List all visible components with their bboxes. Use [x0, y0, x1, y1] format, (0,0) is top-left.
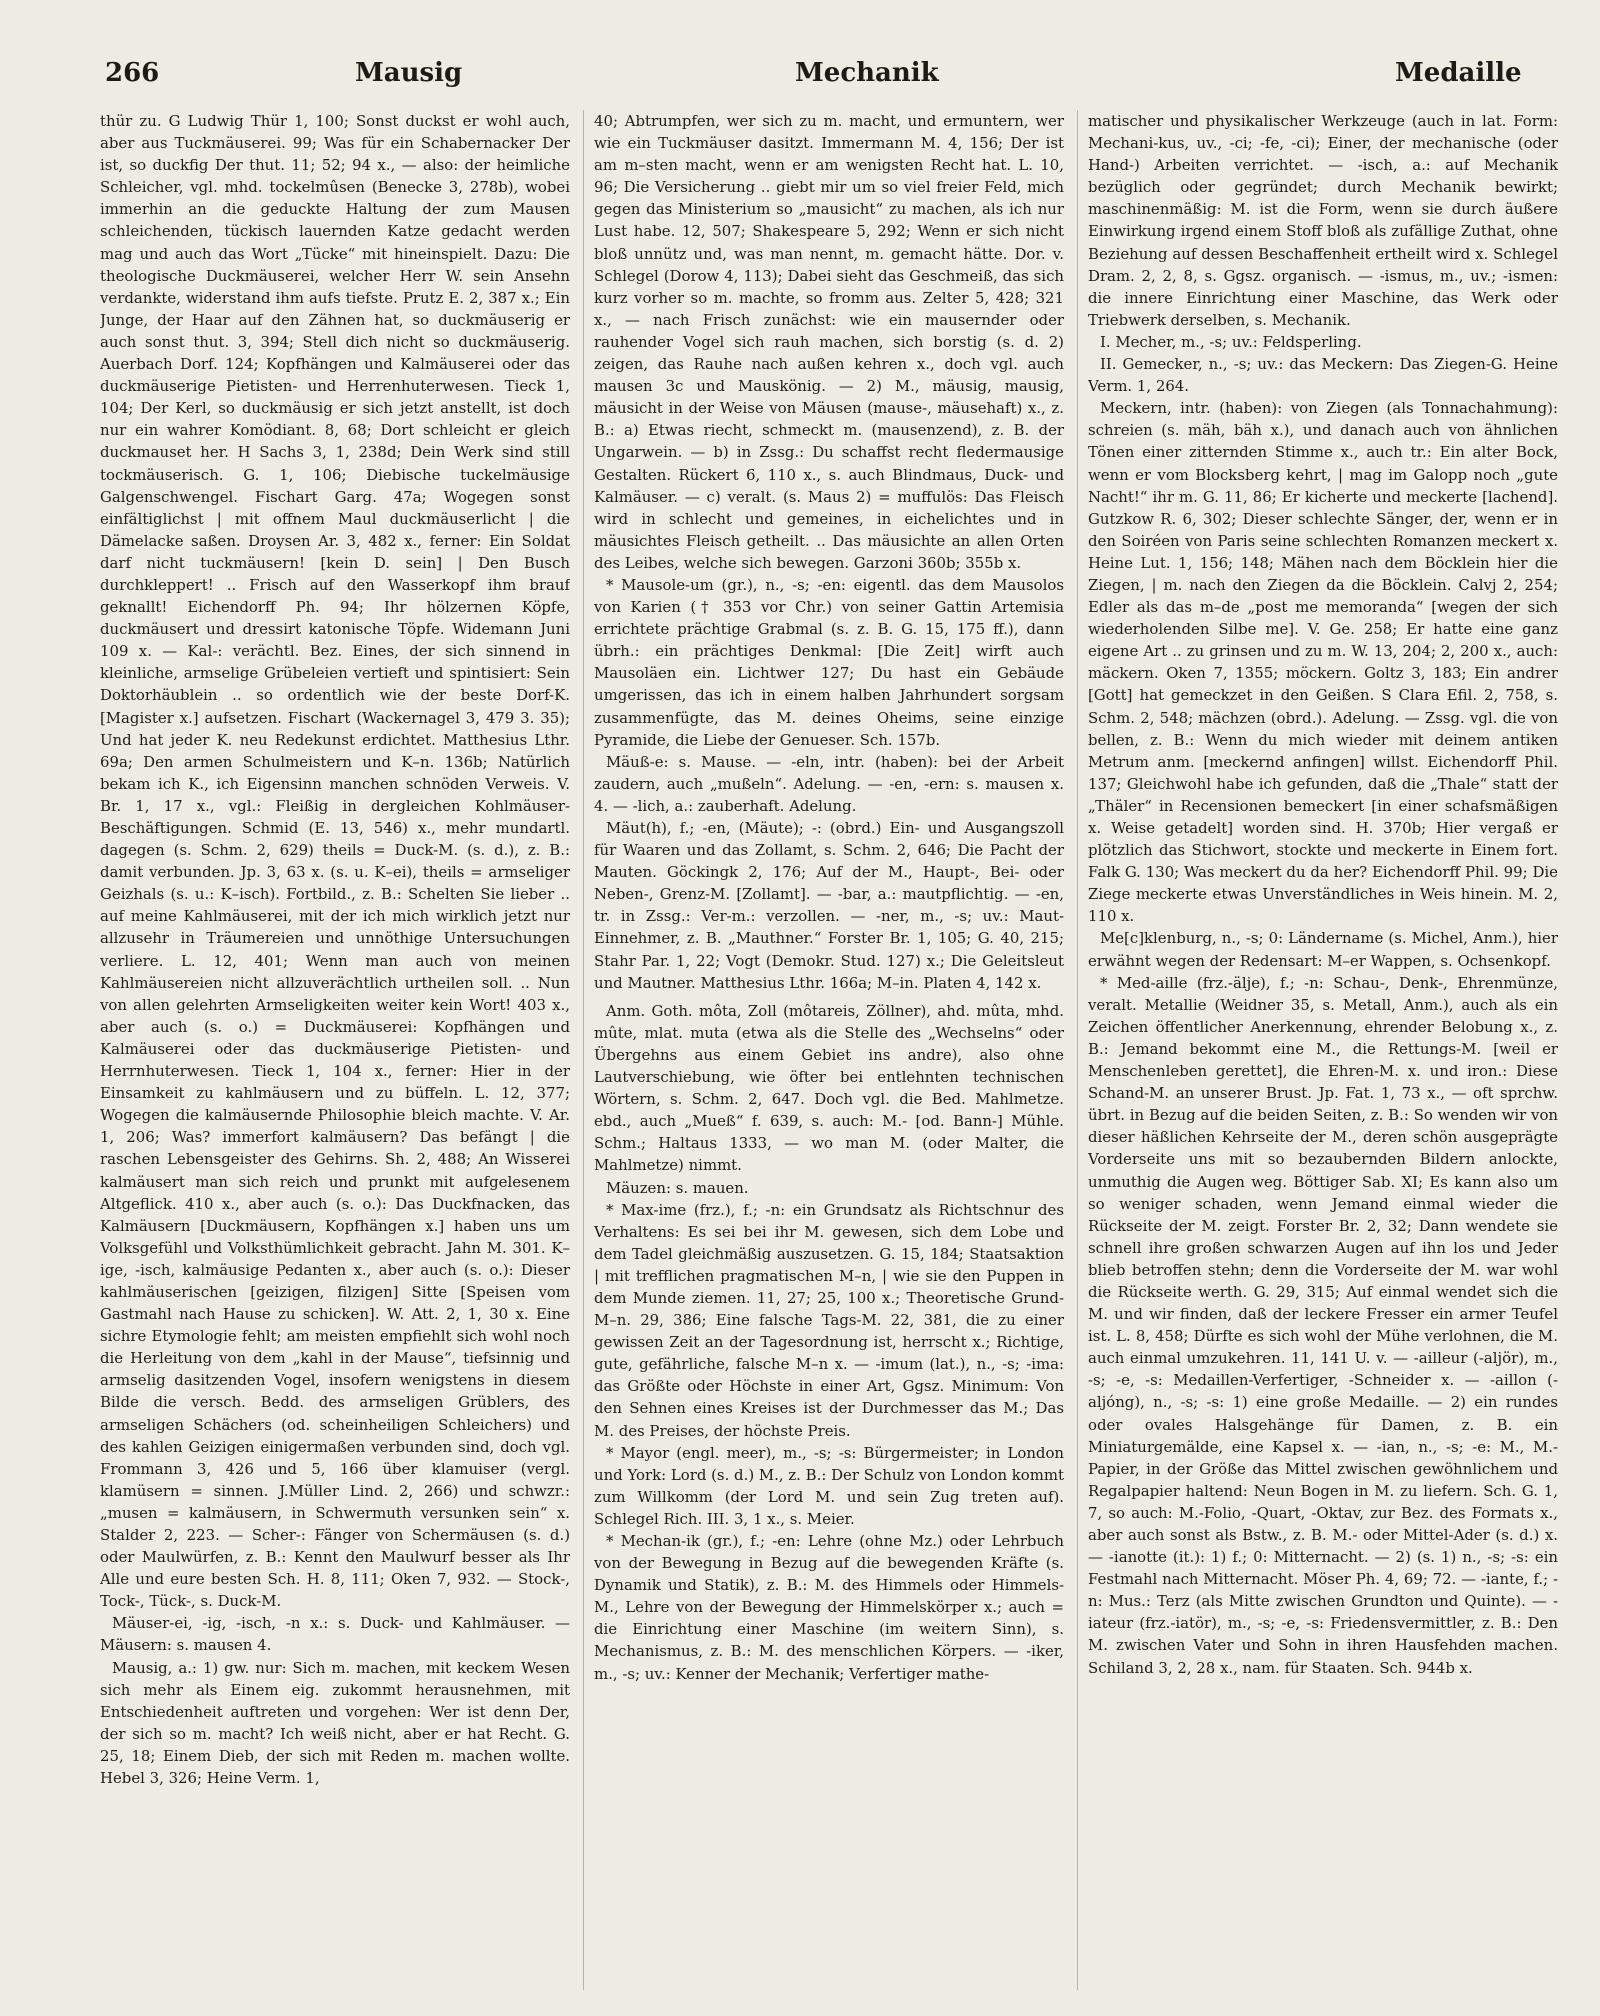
entry-mausig: Mausig, a.: 1) gw. nur: Sich m. machen, mit keckem Wesen sich mehr als Einem eig. zukommt herausnehmen, mit Entschiedenheit auftreten und vorgehen: Wer ist denn Der, der sich so m. macht? Ich weiß nicht, aber er hat Recht. G. 25, 18; Einem Dieb, der sich mit Reden m. machen wollte. Hebel 3, 326; Heine Verm. 1,	[100, 1658, 570, 1788]
entry-mecher: I. Mecher, m., -s; uv.: Feldsperling.	[1100, 332, 1362, 351]
header-center-catchword: Mechanik	[795, 58, 939, 88]
entry-annotation: Anm. Goth. môta, Zoll (môtareis, Zöllner), ahd. mûta, mhd. mûte, mlat. muta (etwa als die Stelle des „Wechselns“ oder Übergehns aus einem Gebiet ins andre), also ohne Lautverschiebung, wie öfter bei entlehnten technischen Wörtern, s. Schm. 2, 647. Doch vgl. die Bed. Mahlmetze. ebd., auch „Mueß“ f. 639, s. auch: M.- [od. Bann-] Mühle. Schm.; Haltaus 1333, — wo man M. (oder Malter, die Mahlmetze) nimmt.	[594, 1001, 1064, 1175]
entry-mausoleum: * Mausole-um (gr.), n., -s; -en: eigentl. das dem Mausolos von Karien († 353 vor Chr.) von seiner Gattin Artemisia errichtete prächtige Grabmal (s. z. B. G. 15, 175 ff.), dann übrh.: ein prächtiges Denkmal: [Die Zeit] wirft auch Mausoläen ein. Lichtwer 127; Du hast ein Gebäude umgerissen, das ich in einem halben Jahrhundert sorgsam zusammenfügte, das M. deines Oheims, seine einzige Pyramide, die Liebe der Genueser. Sch. 157b.	[594, 575, 1064, 749]
running-header	[105, 58, 1555, 94]
entry-mauth: Mäut(h), f.; -en, (Mäute); -: (obrd.) Ein- und Ausgangszoll für Waaren und das Zollamt, s. Schm. 2, 646; Die Pacht der Mauten. Göckingk 2, 176; Auf der M., Haupt-, Bei- oder Neben-, Grenz-M. [Zollamt]. — -bar, a.: mautpflichtig. — -en, tr. in Zssg.: Ver-m.: verzollen. — -ner, m., -s; uv.: Maut-Einnehmer, z. B. „Mauthner.“ Forster Br. 1, 105; G. 40, 215; Stahr Par. 1, 22; Vogt (Demokr. Stud. 127) x.; Die Geleitsleut und Mautner. Matthesius Lthr. 166a; M–in. Platen 4, 142 x.	[594, 819, 1064, 992]
entry-mechanik: * Mechan-ik (gr.), f.; -en: Lehre (ohne Mz.) oder Lehrbuch von der Bewegung in Bezug auf die bewegenden Kräfte (s. Dynamik und Statik), z. B.: M. des Himmels oder Himmels-M., Lehre von der Bewegung der Himmelskörper x.; auch = die Einrichtung einer Maschine (im weitern Sinn), s. Mechanismus, z. B.: M. des menschlichen Körpers. — -iker, m., -s; uv.: Kenner der Mechanik; Verfertiger mathe-	[594, 1532, 1064, 1683]
header-right-catchword: Medaille	[1395, 58, 1522, 88]
entry-maxime: * Max-ime (frz.), f.; -n: ein Grundsatz als Richtschnur des Verhaltens: Es sei bei ihr M. gewesen, sich dem Lobe und dem Tadel gleichmäßig auszusetzen. G. 15, 184; Staatsaktion | mit trefflichen pragmatischen M–n, | wie sie den Puppen in dem Munde ziemen. 11, 27; 25, 100 x.; Theoretische Grund-M–n. 29, 386; Eine falsche Tags-M. 22, 381, die zu einer gewissen Zeit an der Tagesordnung ist, herrscht x.; Richtige, gute, gefährliche, falsche M–n x. — -imum (lat.), n., -s; -ima: das Größte oder Höchste in einer Art, Ggsz. Minimum: Von den Sehnen eines Kreises ist der Durchmesser das M.; Das M. des Preises, der höchste Preis.	[594, 1200, 1064, 1440]
text-column-2	[594, 110, 1064, 1990]
page-number: 266	[105, 58, 160, 88]
text-column-1	[100, 110, 570, 1990]
entry-mecklenburg: Me[c]klenburg, n., -s; 0: Ländername (s. Michel, Anm.), hier erwähnt wegen der Redensart: M–er Wappen, s. Ochsenkopf.	[1088, 929, 1558, 970]
column-rule	[1077, 110, 1078, 1990]
column-rule	[583, 110, 584, 1990]
entry-continuation: thür zu. G Ludwig Thür 1, 100; Sonst duckst er wohl auch, aber aus Tuckmäuserei. 99; Was für ein Schabernacker Der ist, so duckfig Der thut. 11; 52; 94 x., — also: der heimliche Schleicher, vgl. mhd. tockelmûsen (Benecke 3, 278b), wobei immerhin an die geduckte Haltung der zum Mausen schleichenden, tückisch lauernden Katze gedacht werden mag und auch das Wort „Tücke“ mit hineinspielt. Dazu: Die theologische Duckmäuserei, welcher Herr W. sein Ansehn verdankte, widerstand ihm aufs tiefste. Prutz E. 2, 387 x.; Ein Junge, der Haar auf den Zähnen hat, so duckmäuserig er auch sonst thut. 3, 394; Stell dich nicht so duckmäuserig. Auerbach Dorf. 124; Kopfhängen und Kalmäuserei oder das duckmäuserige Pietisten- und Herrenhuterwesen. Tieck 1, 104; Der Kerl, so duckmäusig er sich jetzt anstellt, ist doch nur ein wahrer Komödiant. 8, 68; Dort schleicht er gleich duckmauset her. H Sachs 3, 1, 238d; Dein Werk sind still tockmäuserisch. G. 1, 106; Diebische tuckelmäusige Galgenschwengel. Fischart Garg. 47a; Wogegen sonst einfältiglichst | mit offnem Maul duckmäuserlicht | die Dämelacke saßen. Droysen Ar. 3, 482 x., ferner: Ein Soldat darf nicht tuckmäusern! [kein D. sein] | Den Busch durchkleppert! .. Frisch auf den Wasserkopf ihm brauf geknallt! Eichendorff Ph. 94; Ihr hölzernen Köpfe, duckmäusert und dressirt katonische Töpfe. Widemann Juni 109 x. — Kal-: verächtl. Bez. Eines, der sich sinnend in kleinliche, armselige Grübeleien vertieft und spintisiert: Sein Doktorhäublein .. so ordentlich wie der beste Dorf-K. [Magister x.] aufsetzen. Fischart (Wackernagel 3, 479 3. 35); Und hat jeder K. neu Redekunst erdichtet. Matthesius Lthr. 69a; Den armen Schulmeistern und K–n. 136b; Natürlich bekam ich K., ich Eigensinn manchen schnöden Verweis. V. Br. 1, 17 x., vgl.: Fleißig in dergleichen Kohlmäuser-Beschäftigungen. Schmid (E. 13, 546) x., mehr mundartl. dagegen (s. Schm. 2, 629) theils = Duck-M. (s. d.), z. B.: damit verbunden. Jp. 3, 63 x. (s. u. K–ei), theils = armseliger Geizhals (s. u.: K–isch). Fortbild., z. B.: Schelten Sie lieber .. auf meine Kahlmäuserei, mit der ich mich wirklich jetzt nur allzusehr in Träumereien und unnöthige Untersuchungen verliere. L. 12, 401; Wenn man auch von meinen Kahlmäusereien nicht allzuverächtlich urtheilen soll. .. Nun von allen gelehrten Armseligkeiten weiter kein Wort! 403 x., aber auch (s. o.) = Duckmäuserei: Kopfhängen und Kalmäuserei oder das duckmäuserige Pietisten- und Herrnhuterwesen. Tieck 1, 104 x., ferner: Hier in der Einsamkeit zu kahlmäusern und zu büffeln. L. 12, 377; Wogegen die kalmäusernde Philosophie bleich machte. V. Ar. 1, 206; Was? immerfort kalmäusern? Das befängt | die raschen Lebensgeister des Gehirns. Sh. 2, 488; An Wisserei kalmäusert man sich reich und prunkt mit aufgelesenem Altgeflick. 410 x., aber auch (s. o.): Das Duckfnacken, das Kalmäusern [Duckmäusern, Kopfhängen x.] haben uns um Volksgefühl und Volksthümlichkeit gebracht. Jahn M. 301. K–ige, -isch, kalmäusige Pedanten x., aber auch (s. o.): Dieser kahlmäuserischen [geizigen, filzigen] Sitte [Speisen vom Gastmahl nach Hause zu schicken]. W. Att. 2, 1, 30 x. Eine sichre Etymologie fehlt; am meisten empfiehlt sich wohl noch die Herleitung von dem „kahl in der Mause“, tiefsinnig und armselig dasitzenden Vogel, insofern wenigstens in diesem Bilde die versch. Bedd. des armseligen Grüblers, des armseligen Schächers (od. scheinheiligen Schleichers) und des kahlen Geizigen einigermaßen verbunden sind, doch vgl. Frommann 3, 426 und 5, 166 über klamuiser (vergl. klamüsern = sinnen. J.Müller Lind. 2, 266) und schwzr.: „musen = kalmäusern, in Schwermuth versunken sein“ x. Stalder 2, 223. — Scher-: Fänger von Schermäusen (s. d.) oder Maulwürfen, z. B.: Kennt den Maulwurf besser als Ihr Alle und eure besten Sch. H. 8, 111; Oken 7, 932. — Stock-, Tock-, Tück-, s. Duck-M.	[100, 112, 570, 1611]
entry-meckern: Meckern, intr. (haben): von Ziegen (als Tonnachahmung): schreien (s. mäh, bäh x.), und danach auch von ähnlichen Tönen einer zitternden Stimme x., auch tr.: Ein alter Bock, wenn er vom Blocksberg kehrt, | mag im Galopp noch „gute Nacht!“ ihr m. G. 11, 86; Er kicherte und meckerte [lachend]. Gutzkow R. 6, 302; Dieser schlechte Sänger, der, wenn er in den Soiréen von Paris seine schlechten Romanzen meckert x. Heine Lut. 1, 156; 148; Mähen nach dem Böcklein hier die Ziegen, | m. nach den Ziegen da die Böcklein. Calvj 2, 254; Edler als das m–de „post me memoranda“ [wegen der sich wiederholenden Silbe me]. V. Ge. 258; Er hatte eine ganz eigene Art .. zu grinsen und zu m. W. 13, 204; 2, 200 x., auch: mäckern. Oken 7, 1355; möckern. Goltz 3, 183; Ein andrer [Gott] hat gemeckzet in den Geißen. S Clara Efil. 2, 758, s. Schm. 2, 548; mächzen (obrd.). Adelung. — Zssg. vgl. die von bellen, z. B.: Wenn du mich wieder mit deinem antiken Metrum anm. [meckernd anfingen] willst. Eichendorff Phil. 137; Gleichwohl habe ich gefunden, daß die „Thale“ statt der „Thäler“ in Recensionen bemeckert [in einer schafsmäßigen x. Weise getadelt] worden sind. H. 370b; Hier vergaß er plötzlich das Stichwort, stockte und meckerte in Einem fort. Falk G. 130; Was meckert du da her? Eichendorff Phil. 99; Die Ziege meckerte etwas Unverständliches in Weis hinein. M. 2, 110 x.	[1088, 399, 1558, 926]
text-column-3	[1088, 110, 1558, 1990]
entry-maeusse: Mäuß-e: s. Mause. — -eln, intr. (haben): bei der Arbeit zaudern, auch „mußeln“. Adelung. — -en, -ern: s. mausen x. 4. — -lich, a.: zauberhaft. Adelung.	[594, 752, 1064, 815]
entry-gemecker: II. Gemecker, n., -s; uv.: das Meckern: Das Ziegen-G. Heine Verm. 1, 264.	[1088, 355, 1558, 396]
entry-continuation: 40; Abtrumpfen, wer sich zu m. macht, und ermuntern, wer wie ein Tuckmäuser dasitzt. Immermann M. 4, 156; Der ist am m–sten macht, wenn er am wenigsten Recht hat. L. 10, 96; Die Versicherung .. giebt mir um so viel freier Feld, mich gegen das Ministerium so „mausicht“ zu machen, als ich nur Lust habe. 12, 507; Shakespeare 5, 292; Wenn er sich nicht bloß unnütz und, was man nennt, m. gemacht hätte. Dor. v. Schlegel (Dorow 4, 113); Dabei sieht das Geschmeiß, das sich kurz vorher so m. machte, so fromm aus. Zelter 5, 428; 321 x., — nach Frisch zunächst: wie ein mausernder oder rauhender Vogel sich rauh machen, sich borstig (s. d. 2) zeigen, das Rauhe nach außen kehren x., doch vgl. auch mausen 3c und Mauskönig. — 2) M., mäusig, mausig, mäusicht in der Weise von Mäusen (mause-, mäusehaft) x., z. B.: a) Etwas riecht, schmeckt m. (mausenzend), z. B. der Ungarwein. — b) in Zssg.: Du schaffst recht fledermausige Gestalten. Rückert 6, 110 x., s. auch Blindmaus, Duck- und Kalmäuser. — c) veralt. (s. Maus 2) = muffulös: Das Fleisch wird in schlecht und gemeines, in eichelichtes und in mäusichtes Fleisch getheilt. .. Das mäusichte an allen Orten des Leibes, welche sich bewegen. Garzoni 360b; 355b x.	[594, 112, 1064, 572]
entry-maeuserei: Mäuser-ei, -ig, -isch, -n x.: s. Duck- und Kahlmäuser. — Mäusern: s. mausen 4.	[100, 1614, 570, 1655]
entry-mayor: * Mayor (engl. meer), m., -s; -s: Bürgermeister; in London und York: Lord (s. d.) M., z. B.: Der Schulz von London kommt zum Willkomm (der Lord M. und sein Zug treten auf). Schlegel Rich. III. 3, 1 x., s. Meier.	[594, 1443, 1064, 1528]
header-left-catchword: Mausig	[355, 58, 463, 88]
entry-continuation: matischer und physikalischer Werkzeuge (auch in lat. Form: Mechani-kus, uv., -ci; -fe, -ci); Einer, der mechanische (oder Hand-) Arbeiten verrichtet. — -isch, a.: auf Mechanik bezüglich oder gegründet; durch Mechanik bewirkt; maschinenmäßig: M. ist die Form, wenn sie durch äußere Einwirkung irgend einem Stoff bloß als zufällige Zuthat, ohne Beziehung auf dessen Beschaffenheit ertheilt wird x. Schlegel Dram. 2, 2, 8, s. Ggsz. organisch. — -ismus, m., uv.; -ismen: die innere Einrichtung einer Maschine, das Werk oder Triebwerk derselben, s. Mechanik.	[1088, 112, 1558, 329]
entry-maeuzen: Mäuzen: s. mauen.	[606, 1178, 749, 1197]
entry-medaille: * Med-aille (frz.-älje), f.; -n: Schau-, Denk-, Ehrenmünze, veralt. Metallie (Weidner 35, s. Metall, Anm.), auch als ein Zeichen öffentlicher Anerkennung, ehrender Belobung x., z. B.: Jemand bekommt eine M., die Rettungs-M. [weil er Menschenleben gerettet], die Ehren-M. x. und iron.: Diese Schand-M. an unserer Brust. Jp. Fat. 1, 73 x., — oft sprchw. übrt. in Bezug auf die beiden Seiten, z. B.: So wenden wir von dieser häßlichen Kehrseite der M., deren schön ausgeprägte Vorderseite uns mit so bezaubernden Bildern anlockte, unmuthig die Augen weg. Böttiger Sab. XI; Es kann also um so weniger schaden, wenn Jemand einmal wieder die Rückseite der M. zeigt. Forster Br. 2, 32; Dann wendete sie schnell ihre großen schwarzen Augen auf ihn los und Jeder blieb betroffen stehn; denn die Vorderseite der M. war wohl die Rückseite werth. G. 29, 315; Auf einmal wendet sich die M. und wir finden, daß der leckere Fresser ein armer Teufel ist. L. 8, 458; Dürfte es sich wohl der Mühe verlohnen, die M. auch einmal umzukehren. 11, 141 U. v. — -ailleur (-aljör), m., -s; -e, -s: Medaillen-Verfertiger, -Schneider x. — -aillon (-aljóng), n., -s; -s: 1) eine große Medaille. — 2) ein rundes oder ovales Halsgehänge für Damen, z. B. ein Miniaturgemälde, eine Kapsel x. — -ian, n., -s; -e: M., M.-Papier, in der Größe das Mittel zwischen gewöhnlichem und Regalpapier haltend: Neun Bogen in M. zu liefern. Sch. G. 1, 7, so auch: M.-Folio, -Quart, -Oktav, zur Bez. des Formats x., aber auch sonst als Bstw., z. B. M.- oder Mittel-Ader (s. d.) x. — -ianotte (it.): 1) f.; 0: Mitternacht. — 2) (s. 1) n., -s; -s: ein Festmahl nach Mitternacht. Möser Ph. 4, 69; 72. — -iante, f.; -n: Mus.: Terz (als Mitte zwischen Grundton und Quinte). — -iateur (frz.-iatör), m., -s; -e, -s: Friedensvermittler, z. B.: Den M. zwischen Vater und Sohn in ihren Hausfehden machen. Schiland 3, 2, 28 x., nam. für Staaten. Sch. 944b x.	[1088, 973, 1558, 1677]
